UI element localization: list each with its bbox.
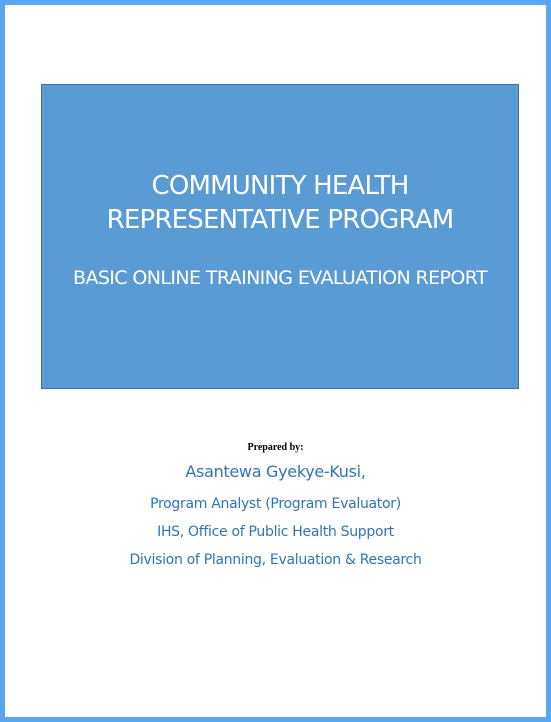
author-division: Division of Planning, Evaluation & Research: [129, 552, 422, 568]
report-title-line-1: COMMUNITY HEALTH: [151, 171, 409, 201]
prepared-by-label: Prepared by:: [247, 442, 304, 453]
title-box: [41, 84, 519, 389]
author-office: IHS, Office of Public Health Support: [157, 524, 394, 540]
author-name: Asantewa Gyekye-Kusi,: [185, 462, 366, 481]
author-job-title: Program Analyst (Program Evaluator): [150, 496, 401, 512]
report-title-line-2: REPRESENTATIVE PROGRAM: [106, 205, 454, 235]
report-subtitle: BASIC ONLINE TRAINING EVALUATION REPORT: [73, 267, 487, 289]
